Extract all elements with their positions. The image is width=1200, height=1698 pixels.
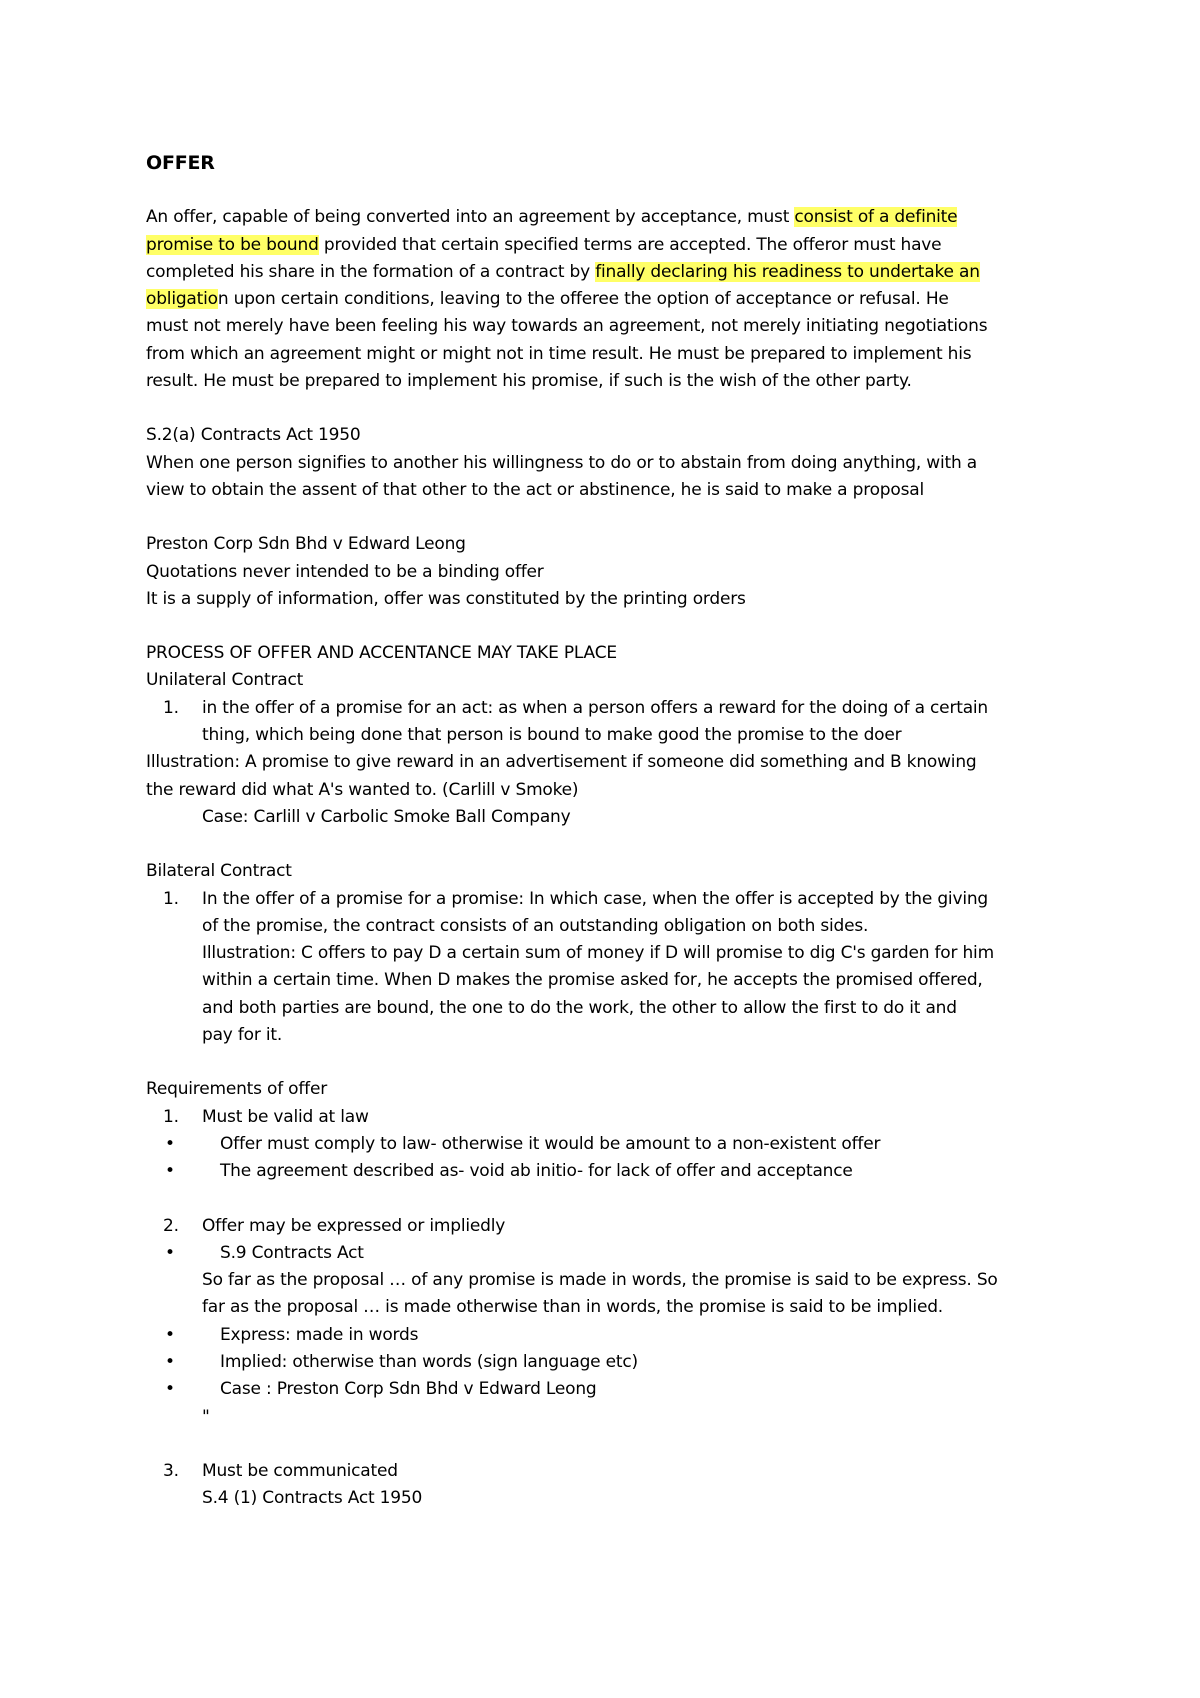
text-line: S.9 Contracts Act bbox=[220, 1242, 364, 1263]
document-body bbox=[146, 150, 1086, 1512]
bullet-item bbox=[146, 1349, 1086, 1376]
case-reference: Case: Carlill v Carbolic Smoke Ball Company bbox=[202, 806, 571, 827]
subsection-heading: Requirements of offer bbox=[146, 1079, 327, 1100]
list-number: 1. bbox=[163, 888, 179, 909]
numbered-item bbox=[146, 695, 1086, 750]
text-line: When one person signifies to another his willingness to do or to abstain from doing anything, with a bbox=[146, 452, 977, 473]
requirements-section bbox=[146, 1076, 1086, 1512]
text-run: provided that certain specified terms are accepted. The offeror must have bbox=[318, 234, 942, 255]
spacer bbox=[146, 1431, 1086, 1458]
text-line: of the promise, the contract consists of an outstanding obligation on both sides. bbox=[202, 915, 869, 936]
subsection-heading: Unilateral Contract bbox=[146, 670, 304, 691]
text-line bbox=[146, 259, 1086, 286]
list-number: 1. bbox=[163, 697, 179, 718]
text-line: pay for it. bbox=[202, 1025, 283, 1046]
quoted-section-text bbox=[146, 1267, 1086, 1322]
text-line: Must be valid at law bbox=[202, 1106, 369, 1127]
numbered-item bbox=[146, 1458, 1086, 1513]
bilateral-section bbox=[146, 858, 1086, 1049]
section-heading: PROCESS OF OFFER AND ACCENTANCE MAY TAKE PLACE bbox=[146, 643, 617, 664]
list-number: 2. bbox=[163, 1215, 179, 1236]
text-run: completed his share in the formation of a contract by bbox=[146, 261, 596, 282]
illustration-text: the reward did what A's wanted to. (Carlill v Smoke) bbox=[146, 779, 579, 800]
spacer bbox=[146, 1186, 1086, 1213]
text-line bbox=[146, 232, 1086, 259]
section-heading: S.2(a) Contracts Act 1950 bbox=[146, 425, 361, 446]
intro-paragraph bbox=[146, 204, 1086, 395]
text-line: from which an agreement might or might not in time result. He must be prepared to implement his bbox=[146, 343, 972, 364]
bullet-item bbox=[146, 1158, 1086, 1185]
text-line: Must be communicated bbox=[202, 1460, 398, 1481]
text-line: view to obtain the assent of that other to the act or abstinence, he is said to make a proposal bbox=[146, 479, 924, 500]
bullet-icon: • bbox=[165, 1324, 175, 1345]
illustration-text: Illustration: A promise to give reward in an advertisement if someone did something and B knowing bbox=[146, 752, 977, 773]
text-line: Implied: otherwise than words (sign language etc) bbox=[220, 1351, 638, 1372]
text-line: result. He must be prepared to implement his promise, if such is the wish of the other party. bbox=[146, 371, 912, 392]
document-title: OFFER bbox=[146, 152, 215, 174]
text-line bbox=[146, 204, 1086, 231]
list-number: 3. bbox=[163, 1460, 179, 1481]
list-number: 1. bbox=[163, 1106, 179, 1127]
bullet-item bbox=[146, 1376, 1086, 1403]
text-line: It is a supply of information, offer was constituted by the printing orders bbox=[146, 588, 746, 609]
bullet-icon: • bbox=[165, 1133, 175, 1154]
text-line: and both parties are bound, the one to do the work, the other to allow the first to do it and bbox=[202, 997, 957, 1018]
bullet-icon: • bbox=[165, 1351, 175, 1372]
subsection-heading: Bilateral Contract bbox=[146, 861, 292, 882]
text-run: n upon certain conditions, leaving to the offeree the option of acceptance or refusal. He bbox=[217, 289, 949, 310]
process-section bbox=[146, 640, 1086, 831]
s2-section bbox=[146, 422, 1086, 504]
bullet-icon: • bbox=[165, 1379, 175, 1400]
text-run: An offer, capable of being converted into an agreement by acceptance, must bbox=[146, 207, 795, 228]
text-line: thing, which being done that person is bound to make good the promise to the doer bbox=[202, 725, 902, 746]
text-line: Offer may be expressed or impliedly bbox=[202, 1215, 506, 1236]
text-line: Case : Preston Corp Sdn Bhd v Edward Leong bbox=[220, 1379, 597, 1400]
text-line: The agreement described as- void ab initio- for lack of offer and acceptance bbox=[220, 1161, 853, 1182]
text-line: Quotations never intended to be a binding offer bbox=[146, 561, 544, 582]
section-reference: S.4 (1) Contracts Act 1950 bbox=[202, 1488, 423, 1509]
bullet-item bbox=[146, 1322, 1086, 1349]
numbered-item bbox=[146, 886, 1086, 1050]
highlighted-text: promise to be bound bbox=[146, 234, 319, 255]
highlighted-text: obligatio bbox=[146, 289, 218, 310]
text-line: Offer must comply to law- otherwise it would be amount to a non-existent offer bbox=[220, 1133, 881, 1154]
case-name: Preston Corp Sdn Bhd v Edward Leong bbox=[146, 534, 466, 555]
bullet-icon: • bbox=[165, 1242, 175, 1263]
text-line: Illustration: C offers to pay D a certain sum of money if D will promise to dig C's garden for him bbox=[202, 943, 994, 964]
highlighted-text: finally declaring his readiness to undertake an bbox=[595, 261, 980, 282]
text-line: far as the proposal … is made otherwise than in words, the promise is said to be implied. bbox=[202, 1297, 944, 1318]
text-line: In the offer of a promise for a promise: In which case, when the offer is accepted by the giving bbox=[202, 888, 989, 909]
highlighted-text: consist of a definite bbox=[794, 207, 958, 228]
numbered-item bbox=[146, 1213, 1086, 1240]
text-line: Express: made in words bbox=[220, 1324, 419, 1345]
numbered-item bbox=[146, 1104, 1086, 1131]
text-line: in the offer of a promise for an act: as when a person offers a reward for the doing of a certain bbox=[202, 697, 989, 718]
stray-mark: " bbox=[202, 1406, 210, 1427]
text-line: must not merely have been feeling his way towards an agreement, not merely initiating negotiations bbox=[146, 316, 988, 337]
text-line: within a certain time. When D makes the promise asked for, he accepts the promised offered, bbox=[202, 970, 983, 991]
text-line: So far as the proposal … of any promise is made in words, the promise is said to be express. So bbox=[202, 1270, 998, 1291]
bullet-item bbox=[146, 1131, 1086, 1158]
preston-section bbox=[146, 531, 1086, 613]
text-line bbox=[146, 286, 1086, 313]
bullet-icon: • bbox=[165, 1161, 175, 1182]
bullet-item bbox=[146, 1240, 1086, 1267]
